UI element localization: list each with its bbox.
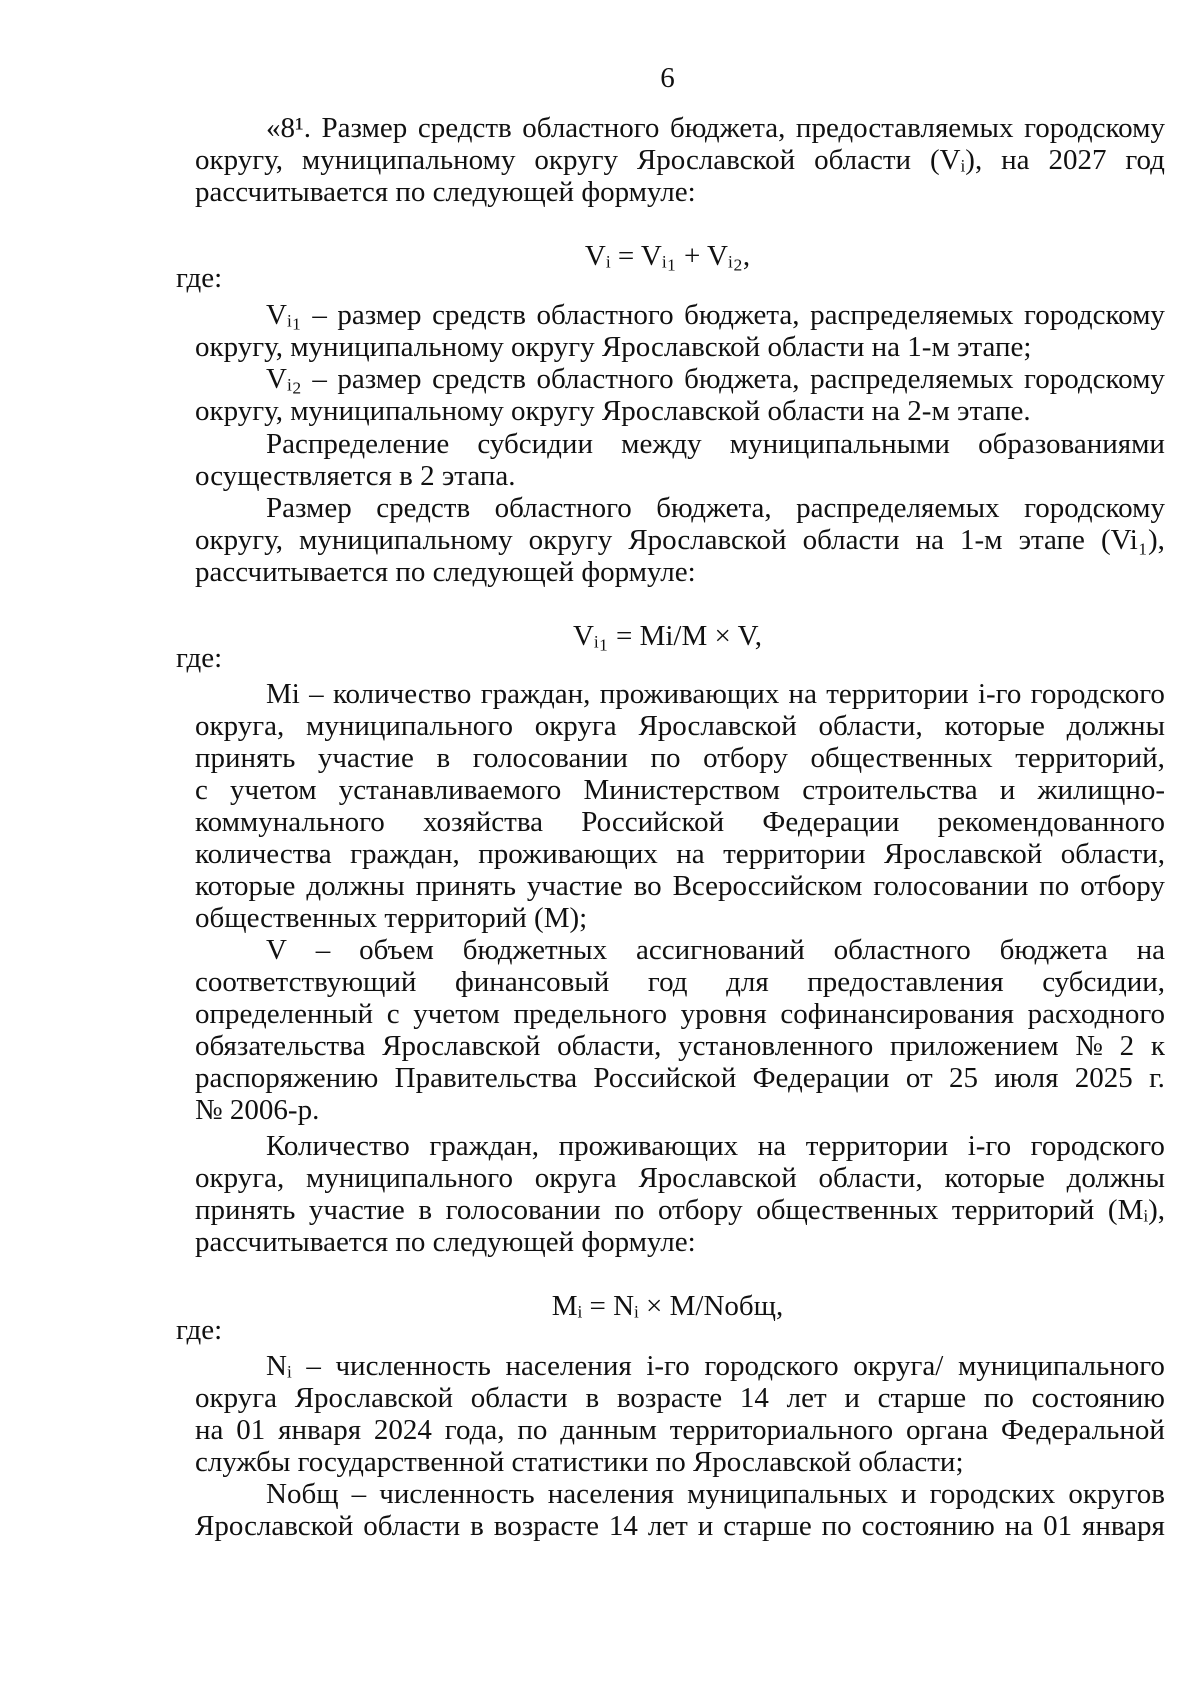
text-line: осуществляется в 2 этапа. <box>195 460 516 492</box>
text-line: где: <box>176 642 223 674</box>
text-line: округу, муниципальному округу Ярославской области на 2-м этапе. <box>195 395 1031 427</box>
formula: Vᵢ = Vᵢ₁ + Vᵢ₂, <box>584 240 751 272</box>
text-line: определенный с учетом предельного уровня софинансирования расходного <box>195 998 1165 1030</box>
text-line: Размер средств областного бюджета, распределяемых городскому <box>266 492 1165 524</box>
text-line: количества граждан, проживающих на территории Ярославской области, <box>195 838 1165 870</box>
text-line: принять участие в голосовании по отбору общественных территорий, <box>195 742 1165 774</box>
text-line: коммунального хозяйства Российской Федерации рекомендованного <box>195 806 1165 838</box>
text-line: на 01 января 2024 года, по данным территориального органа Федеральной <box>195 1414 1165 1446</box>
text-line: рассчитывается по следующей формуле: <box>195 1226 696 1258</box>
text-line: где: <box>176 1314 223 1346</box>
text-line: округа, муниципального округа Ярославской области, которые должны <box>195 1162 1165 1194</box>
text-line: Vᵢ₂ – размер средств областного бюджета, распределяемых городскому <box>266 363 1165 395</box>
page-number: 6 <box>660 62 675 94</box>
text-line: которые должны принять участие во Всероссийском голосовании по отбору <box>195 870 1165 902</box>
text-line: Распределение субсидии между муниципальными образованиями <box>266 428 1165 460</box>
text-line: рассчитывается по следующей формуле: <box>195 556 696 588</box>
text-line: Количество граждан, проживающих на территории i-го городского <box>266 1130 1165 1162</box>
text-line: округу, муниципальному округу Ярославской области (Vᵢ), на 2027 год <box>195 144 1165 176</box>
text-line: принять участие в голосовании по отбору общественных территорий (Mᵢ), <box>195 1194 1165 1226</box>
text-line: «8¹. Размер средств областного бюджета, предоставляемых городскому <box>266 112 1165 144</box>
text-line: Ярославской области в возрасте 14 лет и старше по состоянию на 01 января <box>195 1510 1165 1542</box>
text-line: округу, муниципальному округу Ярославской области на 1-м этапе; <box>195 331 1032 363</box>
text-line: общественных территорий (M); <box>195 902 588 934</box>
text-line: с учетом устанавливаемого Министерством строительства и жилищно- <box>195 774 1165 806</box>
text-line: соответствующий финансовый год для предоставления субсидии, <box>195 966 1165 998</box>
text-line: округа Ярославской области в возрасте 14 лет и старше по состоянию <box>195 1382 1165 1414</box>
text-line: округа, муниципального округа Ярославской области, которые должны <box>195 710 1165 742</box>
text-line: рассчитывается по следующей формуле: <box>195 176 696 208</box>
text-line: обязательства Ярославской области, установленного приложением № 2 к <box>195 1030 1165 1062</box>
text-line: где: <box>176 262 223 294</box>
text-line: Nᵢ – численность населения i-го городского округа/ муниципального <box>266 1350 1165 1382</box>
text-line: Mi – количество граждан, проживающих на территории i-го городского <box>266 678 1165 710</box>
formula: Mᵢ = Nᵢ × M/Nобщ, <box>551 1290 784 1322</box>
text-line: Nобщ – численность населения муниципальных и городских округов <box>266 1478 1165 1510</box>
text-line: округу, муниципальному округу Ярославской области на 1-м этапе (Vi₁), <box>195 524 1165 556</box>
text-line: распоряжению Правительства Российской Федерации от 25 июля 2025 г. <box>195 1062 1165 1094</box>
text-line: № 2006-р. <box>195 1094 320 1126</box>
formula: Vᵢ₁ = Mi/M × V, <box>572 620 763 652</box>
text-line: службы государственной статистики по Ярославской области; <box>195 1446 964 1478</box>
text-line: V – объем бюджетных ассигнований областного бюджета на <box>266 934 1165 966</box>
text-line: Vᵢ₁ – размер средств областного бюджета, распределяемых городскому <box>266 299 1165 331</box>
